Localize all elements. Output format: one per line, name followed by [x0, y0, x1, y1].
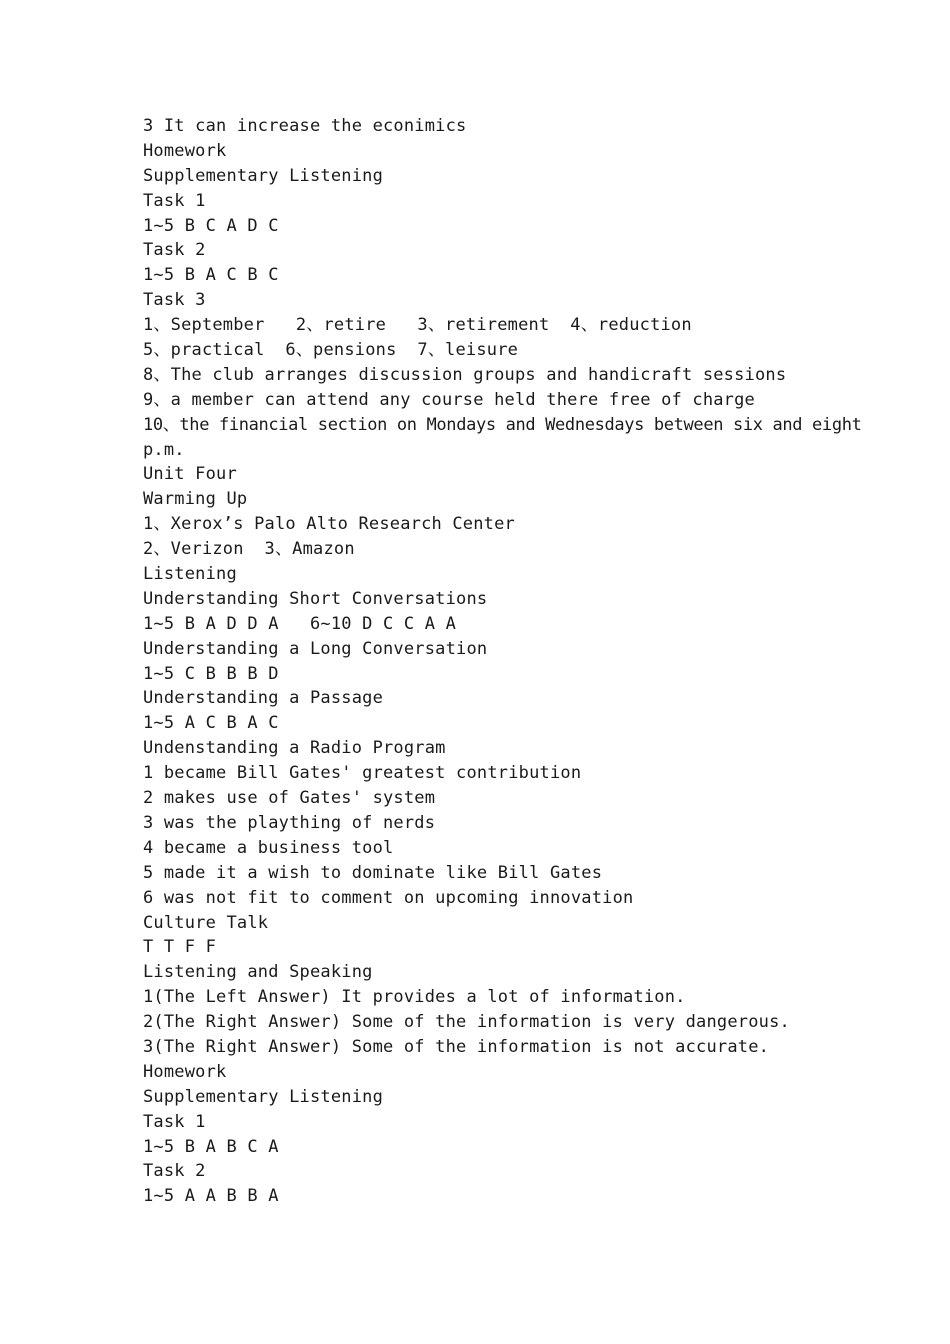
- task-heading: Task 2: [143, 1161, 206, 1182]
- answer-line: 1~5 B C A D C: [143, 215, 279, 236]
- task-heading: Task 3: [143, 290, 206, 311]
- subsection-heading: Understanding a Passage: [143, 688, 384, 709]
- answer-line: 5、practical 6、pensions 7、leisure: [143, 340, 519, 361]
- answer-line: 1~5 B A D D A 6~10 D C C A A: [143, 613, 457, 634]
- answer-line: 1、Xerox’s Palo Alto Research Center: [143, 514, 515, 535]
- task-heading: Task 2: [143, 240, 206, 261]
- section-heading: Culture Talk: [143, 912, 269, 933]
- section-heading: Supplementary Listening: [143, 165, 384, 186]
- section-heading: Warming Up: [143, 489, 248, 510]
- answer-line: 9、a member can attend any course held there free of charge: [143, 389, 755, 410]
- answer-line: 1~5 C B B B D: [143, 663, 279, 684]
- section-heading: Supplementary Listening: [143, 1086, 384, 1107]
- answer-line-continuation: p.m.: [143, 439, 185, 460]
- task-heading: Task 1: [143, 190, 206, 211]
- document-page: [143, 114, 862, 1209]
- answer-line: 3 It can increase the econimics: [143, 116, 467, 136]
- subsection-heading: Understanding Short Conversations: [143, 588, 488, 609]
- answer-line: 5 made it a wish to dominate like Bill Gates: [143, 862, 603, 883]
- section-heading: Homework: [143, 1061, 227, 1082]
- answer-line: 4 became a business tool: [143, 837, 394, 858]
- answer-line: 6 was not fit to comment on upcoming innovation: [143, 887, 634, 908]
- section-heading: Listening and Speaking: [143, 962, 373, 983]
- answer-line: 1、September 2、retire 3、retirement 4、reduction: [143, 315, 692, 336]
- task-heading: Task 1: [143, 1111, 206, 1132]
- answer-line: 1~5 A C B A C: [143, 713, 279, 734]
- answer-line: 3(The Right Answer) Some of the information is not accurate.: [143, 1036, 770, 1057]
- answer-line: 2 makes use of Gates' system: [143, 788, 436, 809]
- answer-line: 2、Verizon 3、Amazon: [143, 539, 355, 560]
- answer-line: 1(The Left Answer) It provides a lot of information.: [143, 987, 686, 1008]
- answer-line: 10、the financial section on Mondays and Wednesdays between six and eight: [143, 414, 862, 435]
- unit-heading: Unit Four: [143, 464, 237, 485]
- subsection-heading: Understanding a Long Conversation: [143, 638, 488, 659]
- section-heading: Listening: [143, 564, 237, 585]
- answer-line: 8、The club arranges discussion groups and handicraft sessions: [143, 364, 787, 385]
- answer-line: T T F F: [143, 937, 217, 958]
- answer-line: 2(The Right Answer) Some of the information is very dangerous.: [143, 1012, 790, 1033]
- answer-line: 1~5 B A B C A: [143, 1136, 279, 1157]
- answer-line: 1 became Bill Gates' greatest contribution: [143, 763, 582, 784]
- answer-line: 1~5 B A C B C: [143, 265, 279, 286]
- answer-line: 3 was the plaything of nerds: [143, 812, 436, 833]
- subsection-heading: Undenstanding a Radio Program: [143, 738, 446, 759]
- section-heading: Homework: [143, 140, 227, 161]
- answer-line: 1~5 A A B B A: [143, 1186, 279, 1207]
